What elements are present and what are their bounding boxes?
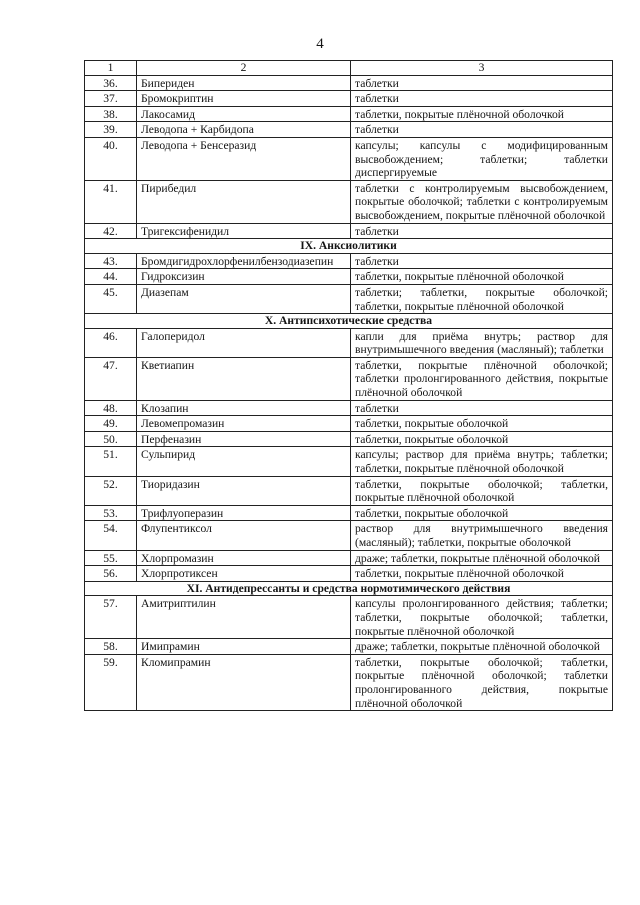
column-header-name: 2: [137, 61, 351, 76]
drug-name: Бипериден: [137, 75, 351, 91]
row-number: 49.: [85, 416, 137, 432]
table-row: [85, 596, 613, 639]
section-title: X. Антипсихотические средства: [85, 314, 613, 329]
dosage-form: драже; таблетки, покрытые плёночной оболочкой: [351, 639, 613, 655]
dosage-form: таблетки, покрытые плёночной оболочкой; таблетки пролонгированного действия, покрытые плёночной оболочкой: [351, 357, 613, 400]
dosage-form: таблетки с контролируемым высвобождением, покрытые оболочкой; таблетки с контролируемым высвобождением, покрытые плёночной оболочкой: [351, 180, 613, 223]
drug-name: Амитриптилин: [137, 596, 351, 639]
dosage-form: таблетки: [351, 122, 613, 138]
section-title: XI. Антидепрессанты и средства нормотимического действия: [85, 581, 613, 596]
row-number: 41.: [85, 180, 137, 223]
column-header-form: 3: [351, 61, 613, 76]
row-number: 53.: [85, 505, 137, 521]
drug-name: Трифлуоперазин: [137, 505, 351, 521]
dosage-form: капсулы; капсулы с модифицированным высвобождением; таблетки; таблетки диспергируемые: [351, 137, 613, 180]
row-number: 38.: [85, 106, 137, 122]
dosage-form: таблетки: [351, 75, 613, 91]
drug-name: Хлорпромазин: [137, 550, 351, 566]
drug-name: Галоперидол: [137, 328, 351, 357]
table-row: [85, 550, 613, 566]
table-row: [85, 223, 613, 239]
section-heading-row: [85, 239, 613, 254]
dosage-form: таблетки, покрытые оболочкой: [351, 416, 613, 432]
drug-name: Лакосамид: [137, 106, 351, 122]
drug-name: Бромокриптин: [137, 91, 351, 107]
row-number: 51.: [85, 447, 137, 476]
table-body: [85, 75, 613, 711]
row-number: 37.: [85, 91, 137, 107]
table-row: [85, 75, 613, 91]
dosage-form: таблетки; таблетки, покрытые оболочкой; таблетки, покрытые плёночной оболочкой: [351, 284, 613, 313]
row-number: 56.: [85, 566, 137, 582]
dosage-form: таблетки, покрытые оболочкой; таблетки, покрытые плёночной оболочкой; таблетки пролонгированного действия, покрытые плёночной оболочкой: [351, 654, 613, 710]
row-number: 47.: [85, 357, 137, 400]
drug-name: Гидроксизин: [137, 269, 351, 285]
page-number: 4: [316, 36, 324, 52]
table-header-row: [85, 61, 613, 76]
drug-name: Пирибедил: [137, 180, 351, 223]
table-row: [85, 521, 613, 550]
table-row: [85, 566, 613, 582]
table-row: [85, 357, 613, 400]
drug-name: Кломипрамин: [137, 654, 351, 710]
row-number: 57.: [85, 596, 137, 639]
table-row: [85, 91, 613, 107]
drug-name: Клозапин: [137, 400, 351, 416]
row-number: 45.: [85, 284, 137, 313]
dosage-form: таблетки: [351, 253, 613, 269]
row-number: 59.: [85, 654, 137, 710]
drug-name: Бромдигидрохлорфенилбензодиазепин: [137, 253, 351, 269]
drug-name: Леводопа + Карбидопа: [137, 122, 351, 138]
dosage-form: таблетки, покрытые плёночной оболочкой: [351, 269, 613, 285]
dosage-form: таблетки: [351, 223, 613, 239]
column-header-number: 1: [85, 61, 137, 76]
drug-name: Диазепам: [137, 284, 351, 313]
drug-name: Кветиапин: [137, 357, 351, 400]
drug-name: Тиоридазин: [137, 476, 351, 505]
dosage-form: таблетки, покрытые плёночной оболочкой: [351, 566, 613, 582]
table-row: [85, 416, 613, 432]
table-row: [85, 328, 613, 357]
drug-name: Хлорпротиксен: [137, 566, 351, 582]
row-number: 48.: [85, 400, 137, 416]
table-row: [85, 106, 613, 122]
table-row: [85, 137, 613, 180]
dosage-form: капсулы пролонгированного действия; таблетки; таблетки, покрытые оболочкой; таблетки, покрытые плёночной оболочкой: [351, 596, 613, 639]
dosage-form: таблетки: [351, 400, 613, 416]
drug-name: Перфеназин: [137, 431, 351, 447]
dosage-form: таблетки: [351, 91, 613, 107]
drug-name: Тригексифенидил: [137, 223, 351, 239]
dosage-form: капли для приёма внутрь; раствор для внутримышечного введения (масляный); таблетки: [351, 328, 613, 357]
table-row: [85, 476, 613, 505]
row-number: 39.: [85, 122, 137, 138]
row-number: 36.: [85, 75, 137, 91]
table-row: [85, 431, 613, 447]
row-number: 55.: [85, 550, 137, 566]
drug-table: [84, 60, 613, 711]
row-number: 58.: [85, 639, 137, 655]
row-number: 42.: [85, 223, 137, 239]
row-number: 40.: [85, 137, 137, 180]
drug-name: Левомепромазин: [137, 416, 351, 432]
dosage-form: таблетки, покрытые плёночной оболочкой: [351, 106, 613, 122]
drug-name: Имипрамин: [137, 639, 351, 655]
table-row: [85, 447, 613, 476]
row-number: 50.: [85, 431, 137, 447]
table-row: [85, 505, 613, 521]
dosage-form: драже; таблетки, покрытые плёночной оболочкой: [351, 550, 613, 566]
section-title: IX. Анксиолитики: [85, 239, 613, 254]
table-row: [85, 400, 613, 416]
dosage-form: таблетки, покрытые оболочкой; таблетки, покрытые плёночной оболочкой: [351, 476, 613, 505]
table-row: [85, 654, 613, 710]
row-number: 52.: [85, 476, 137, 505]
table-row: [85, 253, 613, 269]
drug-name: Леводопа + Бенсеразид: [137, 137, 351, 180]
table-row: [85, 639, 613, 655]
table-row: [85, 269, 613, 285]
drug-name: Флупентиксол: [137, 521, 351, 550]
dosage-form: таблетки, покрытые оболочкой: [351, 505, 613, 521]
section-heading-row: [85, 581, 613, 596]
drug-name: Сульпирид: [137, 447, 351, 476]
table-row: [85, 180, 613, 223]
row-number: 43.: [85, 253, 137, 269]
row-number: 46.: [85, 328, 137, 357]
section-heading-row: [85, 314, 613, 329]
table-row: [85, 284, 613, 313]
table-row: [85, 122, 613, 138]
row-number: 54.: [85, 521, 137, 550]
dosage-form: раствор для внутримышечного введения (масляный); таблетки, покрытые оболочкой: [351, 521, 613, 550]
dosage-form: таблетки, покрытые оболочкой: [351, 431, 613, 447]
row-number: 44.: [85, 269, 137, 285]
dosage-form: капсулы; раствор для приёма внутрь; таблетки; таблетки, покрытые плёночной оболочкой: [351, 447, 613, 476]
